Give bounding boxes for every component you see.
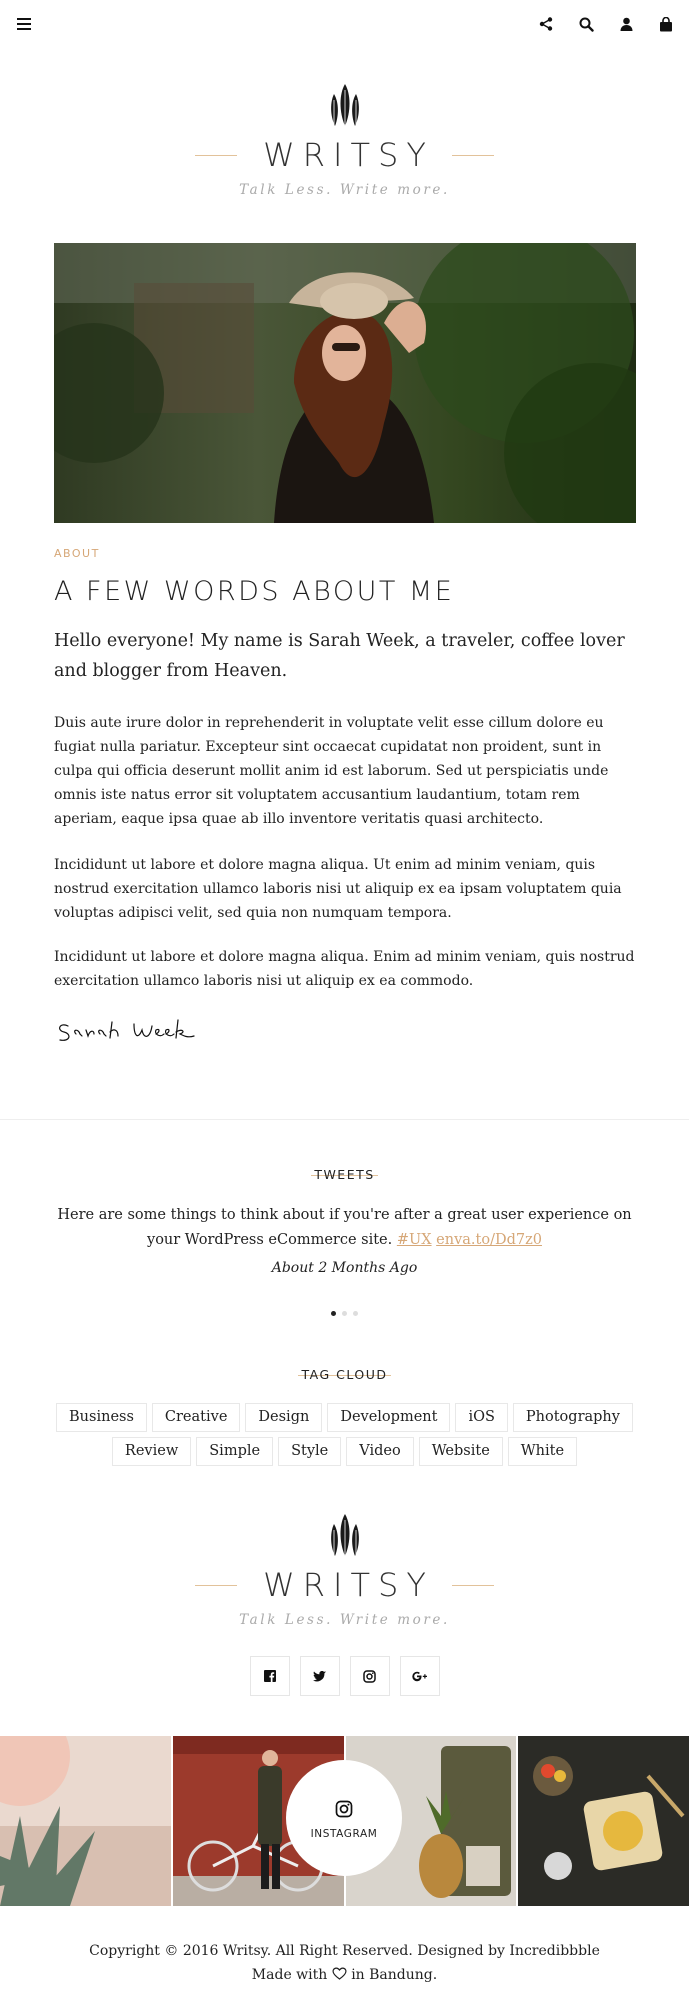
made-with-text: Made with	[251, 1967, 328, 1983]
made-in-text: in Bandung.	[351, 1967, 438, 1983]
about-paragraph-3: Incididunt ut labore et dolore magna aliqua. Enim ad minim veniam, quis nostrud exercitation ullamco laboris nisi ut aliquip ex ea commodo.	[54, 949, 635, 989]
tag-website[interactable]: Website	[419, 1437, 503, 1466]
logo-rule-left	[195, 155, 237, 156]
facebook-icon[interactable]	[250, 1656, 290, 1696]
carousel-dot-3[interactable]	[353, 1311, 358, 1316]
copyright-text: Copyright © 2016 Writsy. All Right Reserved. Designed by Incredibbble	[89, 1943, 600, 1959]
social-links	[0, 1656, 689, 1696]
instagram-badge-label: INSTAGRAM	[310, 1828, 378, 1840]
menu-icon[interactable]	[17, 18, 31, 30]
about-title: A FEW WORDS ABOUT ME	[54, 576, 455, 607]
made-with-line	[0, 1963, 689, 1987]
carousel-dot-2[interactable]	[342, 1311, 347, 1316]
footer	[0, 1939, 689, 1987]
site-logo[interactable]	[0, 82, 689, 198]
tag-development[interactable]: Development	[327, 1403, 450, 1432]
about-paragraph-2: Incididunt ut labore et dolore magna aliqua. Ut enim ad minim veniam, quis nostrud exercitation ullamco laboris nisi ut aliquip ex ea ipsam voluptatem quia voluptas adipisci velit, sed quia non numquam tempora.	[54, 857, 622, 921]
carousel-dot-1[interactable]	[331, 1311, 336, 1316]
about-eyebrow: ABOUT	[54, 547, 100, 560]
logo-rule-right	[452, 155, 494, 156]
logo-rule-left	[195, 1585, 237, 1586]
about-paragraph-1: Duis aute irure dolor in reprehenderit in voluptate velit esse cillum dolore eu fugiat nulla pariatur. Excepteur sint occaecat cupidatat non proident, sunt in culpa qui officia deserunt mollit anim id est laborum. Sed ut perspiciatis unde omnis iste natus error sit voluptatem accusantium laudantium, totam rem aperiam, eaque ipsa quae ab illo inventore veritatis quasi architecto.	[54, 715, 609, 827]
tag-review[interactable]: Review	[112, 1437, 191, 1466]
tag-white[interactable]: White	[508, 1437, 577, 1466]
logo-title: WRITSY	[263, 136, 434, 174]
tag-ios[interactable]: iOS	[455, 1403, 507, 1432]
tag-design[interactable]: Design	[245, 1403, 322, 1432]
instagram-icon[interactable]	[350, 1656, 390, 1696]
heart-icon	[332, 1967, 347, 1980]
logo-rule-right	[452, 1585, 494, 1586]
about-lead: Hello everyone! My name is Sarah Week, a traveler, coffee lover and blogger from Heaven.	[54, 631, 625, 681]
google-plus-icon[interactable]	[400, 1656, 440, 1696]
tag-cloud-heading: TAG CLOUD	[0, 1364, 689, 1383]
tag-photography[interactable]: Photography	[513, 1403, 633, 1432]
tweet-url-link[interactable]: enva.to/Dd7z0	[436, 1232, 542, 1248]
instagram-photo-1[interactable]	[0, 1736, 171, 1906]
tag-style[interactable]: Style	[278, 1437, 341, 1466]
tag-video[interactable]: Video	[346, 1437, 413, 1466]
section-divider	[0, 1119, 689, 1120]
instagram-badge[interactable]	[286, 1760, 402, 1876]
bag-icon[interactable]	[657, 15, 675, 33]
footer-tagline: Talk Less. Write more.	[239, 1612, 450, 1628]
search-icon[interactable]	[577, 15, 595, 33]
tweet-hashtag-link[interactable]: #UX	[396, 1232, 432, 1248]
tag-creative[interactable]: Creative	[152, 1403, 241, 1432]
tweet-text	[40, 1203, 649, 1253]
about-hero-image	[54, 243, 636, 523]
instagram-photo-4[interactable]	[518, 1736, 689, 1906]
tweet-body: Here are some things to think about if you're after a great user experience on your WordPress eCommerce site.	[57, 1207, 632, 1248]
feather-logo-icon	[325, 1512, 365, 1560]
instagram-badge-icon	[335, 1800, 353, 1818]
tag-business[interactable]: Business	[56, 1403, 147, 1432]
footer-logo[interactable]	[0, 1512, 689, 1628]
top-bar	[0, 0, 689, 50]
signature-image	[54, 1016, 199, 1046]
tagline: Talk Less. Write more.	[239, 182, 450, 198]
twitter-icon[interactable]	[300, 1656, 340, 1696]
tweet-carousel-dots	[0, 1311, 689, 1316]
tweets-heading: TWEETS	[0, 1164, 689, 1183]
share-icon[interactable]	[537, 15, 555, 33]
tweet-time: About 2 Months Ago	[271, 1260, 418, 1276]
footer-logo-title: WRITSY	[263, 1566, 434, 1604]
user-icon[interactable]	[617, 15, 635, 33]
signature	[54, 1016, 199, 1050]
header-actions	[537, 15, 675, 33]
tag-simple[interactable]: Simple	[196, 1437, 273, 1466]
feather-logo-icon	[325, 82, 365, 130]
tag-cloud	[40, 1403, 649, 1466]
